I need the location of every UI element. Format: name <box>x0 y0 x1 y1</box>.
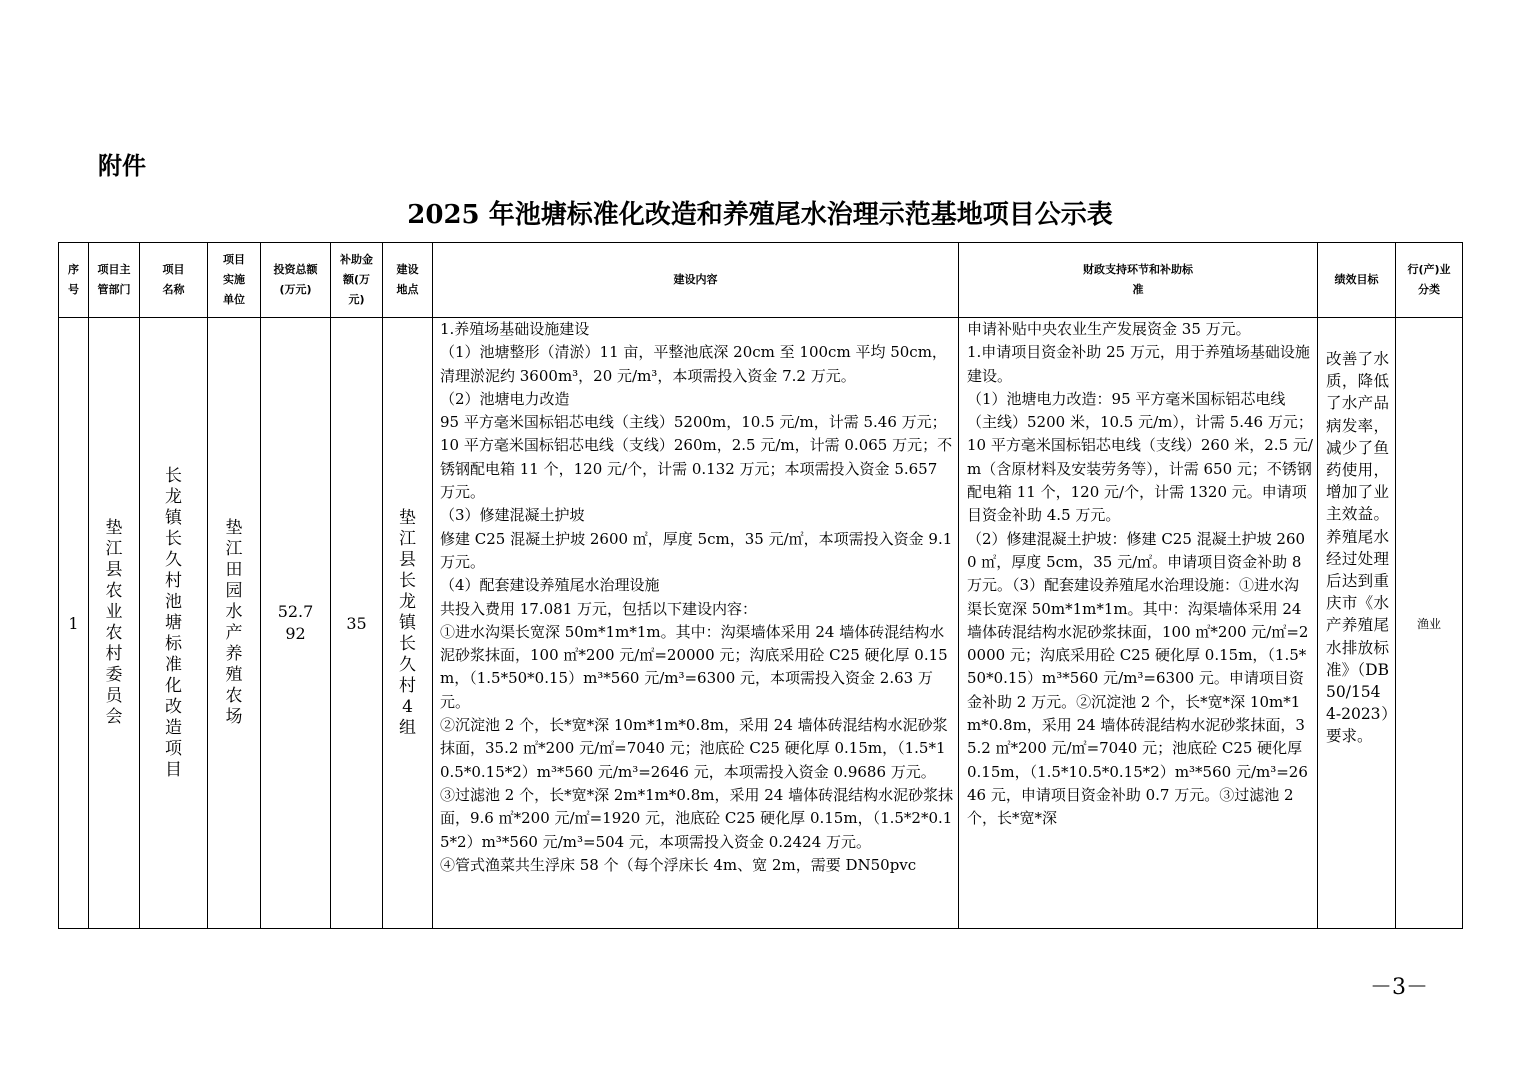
page-number: －3－ <box>1370 975 1428 1000</box>
table-header-row <box>59 243 1463 318</box>
header-unit: 项目实施单位 <box>208 243 261 318</box>
cell-fiscal: 申请补贴中央农业生产发展资金 35 万元。 1.申请项目资金补助 25 万元，用于养殖场基础设施建设。 （1）池塘电力改造：95 平方毫米国标铝芯电线（主线）5200 米，10.5 元/m），计需 5.46 万元；10 平方毫米国标铝芯电线（支线）260 米，2.5 元/m（含原材料及安装劳务等），计需 650 元；不锈钢配电箱 11 个，120 元/个，计需 1320 元。申请项目资金补助 4.5 万元。 （2）修建混凝土护坡：修建 C25 混凝土护坡 2600 ㎡，厚度 5cm，35 元/㎡。申请项目资金补助 8 万元。（3）配套建设养殖尾水治理设施：①进水沟渠长宽深 50m*1m*1m。其中：沟渠墙体采用 24 墙体砖混结构水泥砂浆抹面，100 ㎡*200 元/㎡=20000 元；沟底采用砼 C25 硬化厚 0.15m，（1.5*50*0.15）m³*560 元/m³=6300 元。申请项目资金补助 2 万元。②沉淀池 2 个，长*宽*深 10m*1m*0.8m，采用 24 墙体砖混结构水泥砂浆抹面，35.2 ㎡*200 元/㎡=7040 元；池底砼 C25 硬化厚 0.15m，（1.5*10.5*0.15*2）m³*560 元/m³=2646 元，申请项目资金补助 0.7 万元。③过滤池 2 个，长*宽*深 <box>959 318 1318 929</box>
header-goal: 绩效目标 <box>1318 243 1396 318</box>
cell-goal: 改善了水质，降低了水产品病发率，减少了鱼药使用，增加了业主效益。养殖尾水经过处理后达到重庆市《水产养殖尾水排放标准》（DB50/1544-2023）要求。 <box>1318 318 1396 929</box>
header-seq: 序号 <box>59 243 89 318</box>
page-title: 2025 年池塘标准化改造和养殖尾水治理示范基地项目公示表 <box>407 200 1113 230</box>
cell-subsidy: 35 <box>331 318 383 929</box>
cell-location: 垫 江 县 长 龙 镇 长 久 村 4 组 <box>383 318 433 929</box>
header-location: 建设地点 <box>383 243 433 318</box>
cell-name: 长 龙 镇 长 久 村 池 塘 标 准 化 改 造 项 目 <box>140 318 208 929</box>
header-fiscal: 财政支持环节和补助标准 <box>959 243 1318 318</box>
cell-industry: 渔业 <box>1396 318 1463 929</box>
header-subsidy: 补助金额(万元) <box>331 243 383 318</box>
cell-seq: 1 <box>59 318 89 929</box>
header-name: 项目名称 <box>140 243 208 318</box>
cell-invest: 52.792 <box>261 318 331 929</box>
table-row <box>59 318 1463 929</box>
header-content: 建设内容 <box>433 243 959 318</box>
header-industry: 行(产)业分类 <box>1396 243 1463 318</box>
cell-dept: 垫 江 县 农 业 农 村 委 员 会 <box>89 318 140 929</box>
cell-content: 1.养殖场基础设施建设 （1）池塘整形（清淤）11 亩，平整池底深 20cm 至 100cm 平均 50cm，清理淤泥约 3600m³，20 元/m³，本项需投入资金 7.2 万元。 （2）池塘电力改造 95 平方毫米国标铝芯电线（主线）5200m，10.5 元/m，计需 5.46 万元；10 平方毫米国标铝芯电线（支线）260m，2.5 元/m，计需 0.065 万元；不锈钢配电箱 11 个，120 元/个，计需 0.132 万元；本项需投入资金 5.657 万元。 （3）修建混凝土护坡 修建 C25 混凝土护坡 2600 ㎡，厚度 5cm，35 元/㎡，本项需投入资金 9.1 万元。 （4）配套建设养殖尾水治理设施 共投入费用 17.081 万元，包括以下建设内容： ①进水沟渠长宽深 50m*1m*1m。其中：沟渠墙体采用 24 墙体砖混结构水泥砂浆抹面，100 ㎡*200 元/㎡=20000 元；沟底采用砼 C25 硬化厚 0.15m，（1.5*50*0.15）m³*560 元/m³=6300 元，本项需投入资金 2.63 万元。 ②沉淀池 2 个，长*宽*深 10m*1m*0.8m，采用 24 墙体砖混结构水泥砂浆抹面，35.2 ㎡*200 元/㎡=7040 元；池底砼 C25 硬化厚 0.15m，（1.5*10.5*0.15*2）m³*560 元/m³=2646 元，本项需投入资金 0.9686 万元。 ③过滤池 2 个，长*宽*深 2m*1m*0.8m，采用 24 墙体砖混结构水泥砂浆抹面，9.6 ㎡*200 元/㎡=1920 元，池底砼 C25 硬化厚 0.15m，（1.5*2*0.15*2）m³*560 元/m³=504 元，本项需投入资金 0.2424 万元。 ④管式渔菜共生浮床 58 个（每个浮床长 4m、宽 2m，需要 DN50pvc <box>433 318 959 929</box>
header-dept: 项目主管部门 <box>89 243 140 318</box>
header-invest: 投资总额(万元) <box>261 243 331 318</box>
attachment-label: 附件 <box>98 152 146 180</box>
cell-unit: 垫 江 田 园 水 产 养 殖 农 场 <box>208 318 261 929</box>
project-table <box>58 242 1463 929</box>
